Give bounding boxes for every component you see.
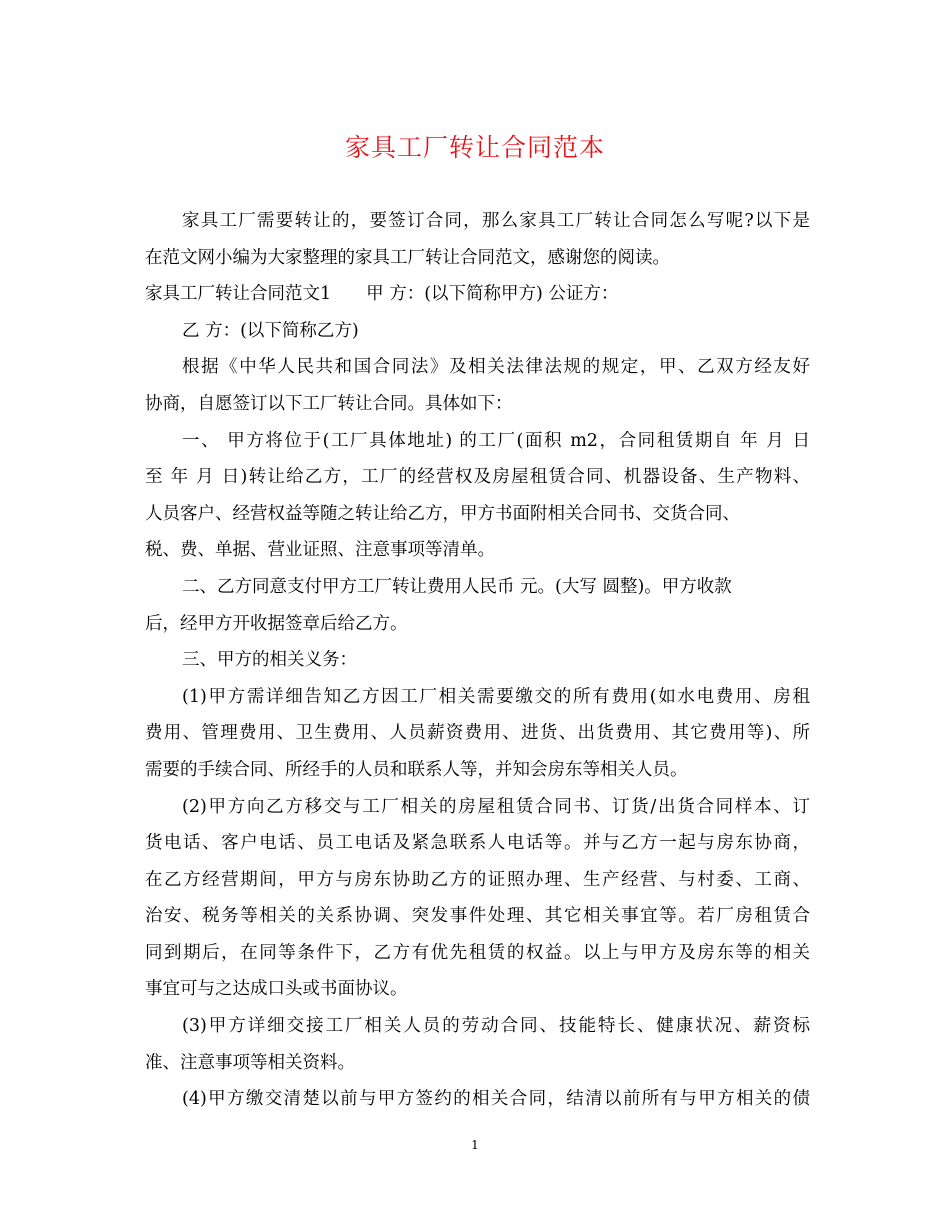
paragraph-line: 货电话、客户电话、员工电话及紧急联系人电话等。并与乙方一起与房东协商， bbox=[145, 833, 810, 854]
page-number: 1 bbox=[471, 1138, 479, 1152]
paragraph-line: (3)甲方详细交接工厂相关人员的劳动合同、技能特长、健康状况、薪资标 bbox=[182, 1016, 810, 1037]
paragraph-line: 二、乙方同意支付甲方工厂转让费用人民币 元。(大写 圆整)。甲方收款 bbox=[182, 576, 732, 597]
paragraph-line: 人员客户、经营权益等随之转让给乙方，甲方书面附相关合同书、交货合同、 bbox=[145, 503, 740, 524]
paragraph-line: 三、甲方的相关义务： bbox=[182, 650, 357, 671]
paragraph-line: 税、费、单据、营业证照、注意事项等清单。 bbox=[145, 540, 495, 561]
paragraph-line: (4)甲方缴交清楚以前与甲方签约的相关合同，结清以前所有与甲方相关的债 bbox=[182, 1089, 810, 1110]
paragraph-line: (1)甲方需详细告知乙方因工厂相关需要缴交的所有费用(如水电费用、房租 bbox=[182, 686, 810, 707]
paragraph-line: 乙 方：(以下简称乙方) bbox=[182, 320, 359, 341]
paragraph-line: 协商，自愿签订以下工厂转让合同。具体如下： bbox=[145, 393, 513, 414]
paragraph-line: 费用、管理费用、卫生费用、人员薪资费用、进货、出货费用、其它费用等)、所 bbox=[145, 723, 810, 744]
paragraph-line: 治安、税务等相关的关系协调、突发事件处理、其它相关事宜等。若厂房租赁合 bbox=[145, 906, 810, 927]
paragraph-line: (2)甲方向乙方移交与工厂相关的房屋租赁合同书、订货/出货合同样本、订 bbox=[182, 796, 810, 817]
paragraph-line: 在乙方经营期间，甲方与房东协助乙方的证照办理、生产经营、与村委、工商、 bbox=[145, 869, 810, 890]
paragraph-line: 需要的手续合同、所经手的人员和联系人等，并知会房东等相关人员。 bbox=[145, 759, 688, 780]
document-body bbox=[145, 203, 810, 1118]
paragraph-line: 准、注意事项等相关资料。 bbox=[145, 1052, 355, 1073]
paragraph-line: 事宜可与之达成口头或书面协议。 bbox=[145, 979, 408, 1000]
paragraph-line: 家具工厂转让合同范文1 甲 方：(以下简称甲方) 公证方： bbox=[145, 284, 619, 305]
paragraph-line: 同到期后，在同等条件下，乙方有优先租赁的权益。以上与甲方及房东等的相关 bbox=[145, 942, 810, 963]
paragraph-line: 在范文网小编为大家整理的家具工厂转让合同范文，感谢您的阅读。 bbox=[145, 247, 670, 268]
paragraph-line: 后，经甲方开收据签章后给乙方。 bbox=[145, 613, 408, 634]
document-title: 家具工厂转让合同范本 bbox=[344, 133, 605, 162]
paragraph-line: 根据《中华人民共和国合同法》及相关法律法规的规定，甲、乙双方经友好 bbox=[182, 357, 810, 378]
paragraph-line: 至 年 月 日)转让给乙方，工厂的经营权及房屋租赁合同、机器设备、生产物料、 bbox=[145, 467, 810, 488]
paragraph-line: 一、 甲方将位于(工厂具体地址) 的工厂(面积 m2，合同租赁期自 年 月 日 bbox=[182, 430, 810, 451]
paragraph-line: 家具工厂需要转让的，要签订合同，那么家具工厂转让合同怎么写呢?以下是 bbox=[182, 211, 810, 231]
